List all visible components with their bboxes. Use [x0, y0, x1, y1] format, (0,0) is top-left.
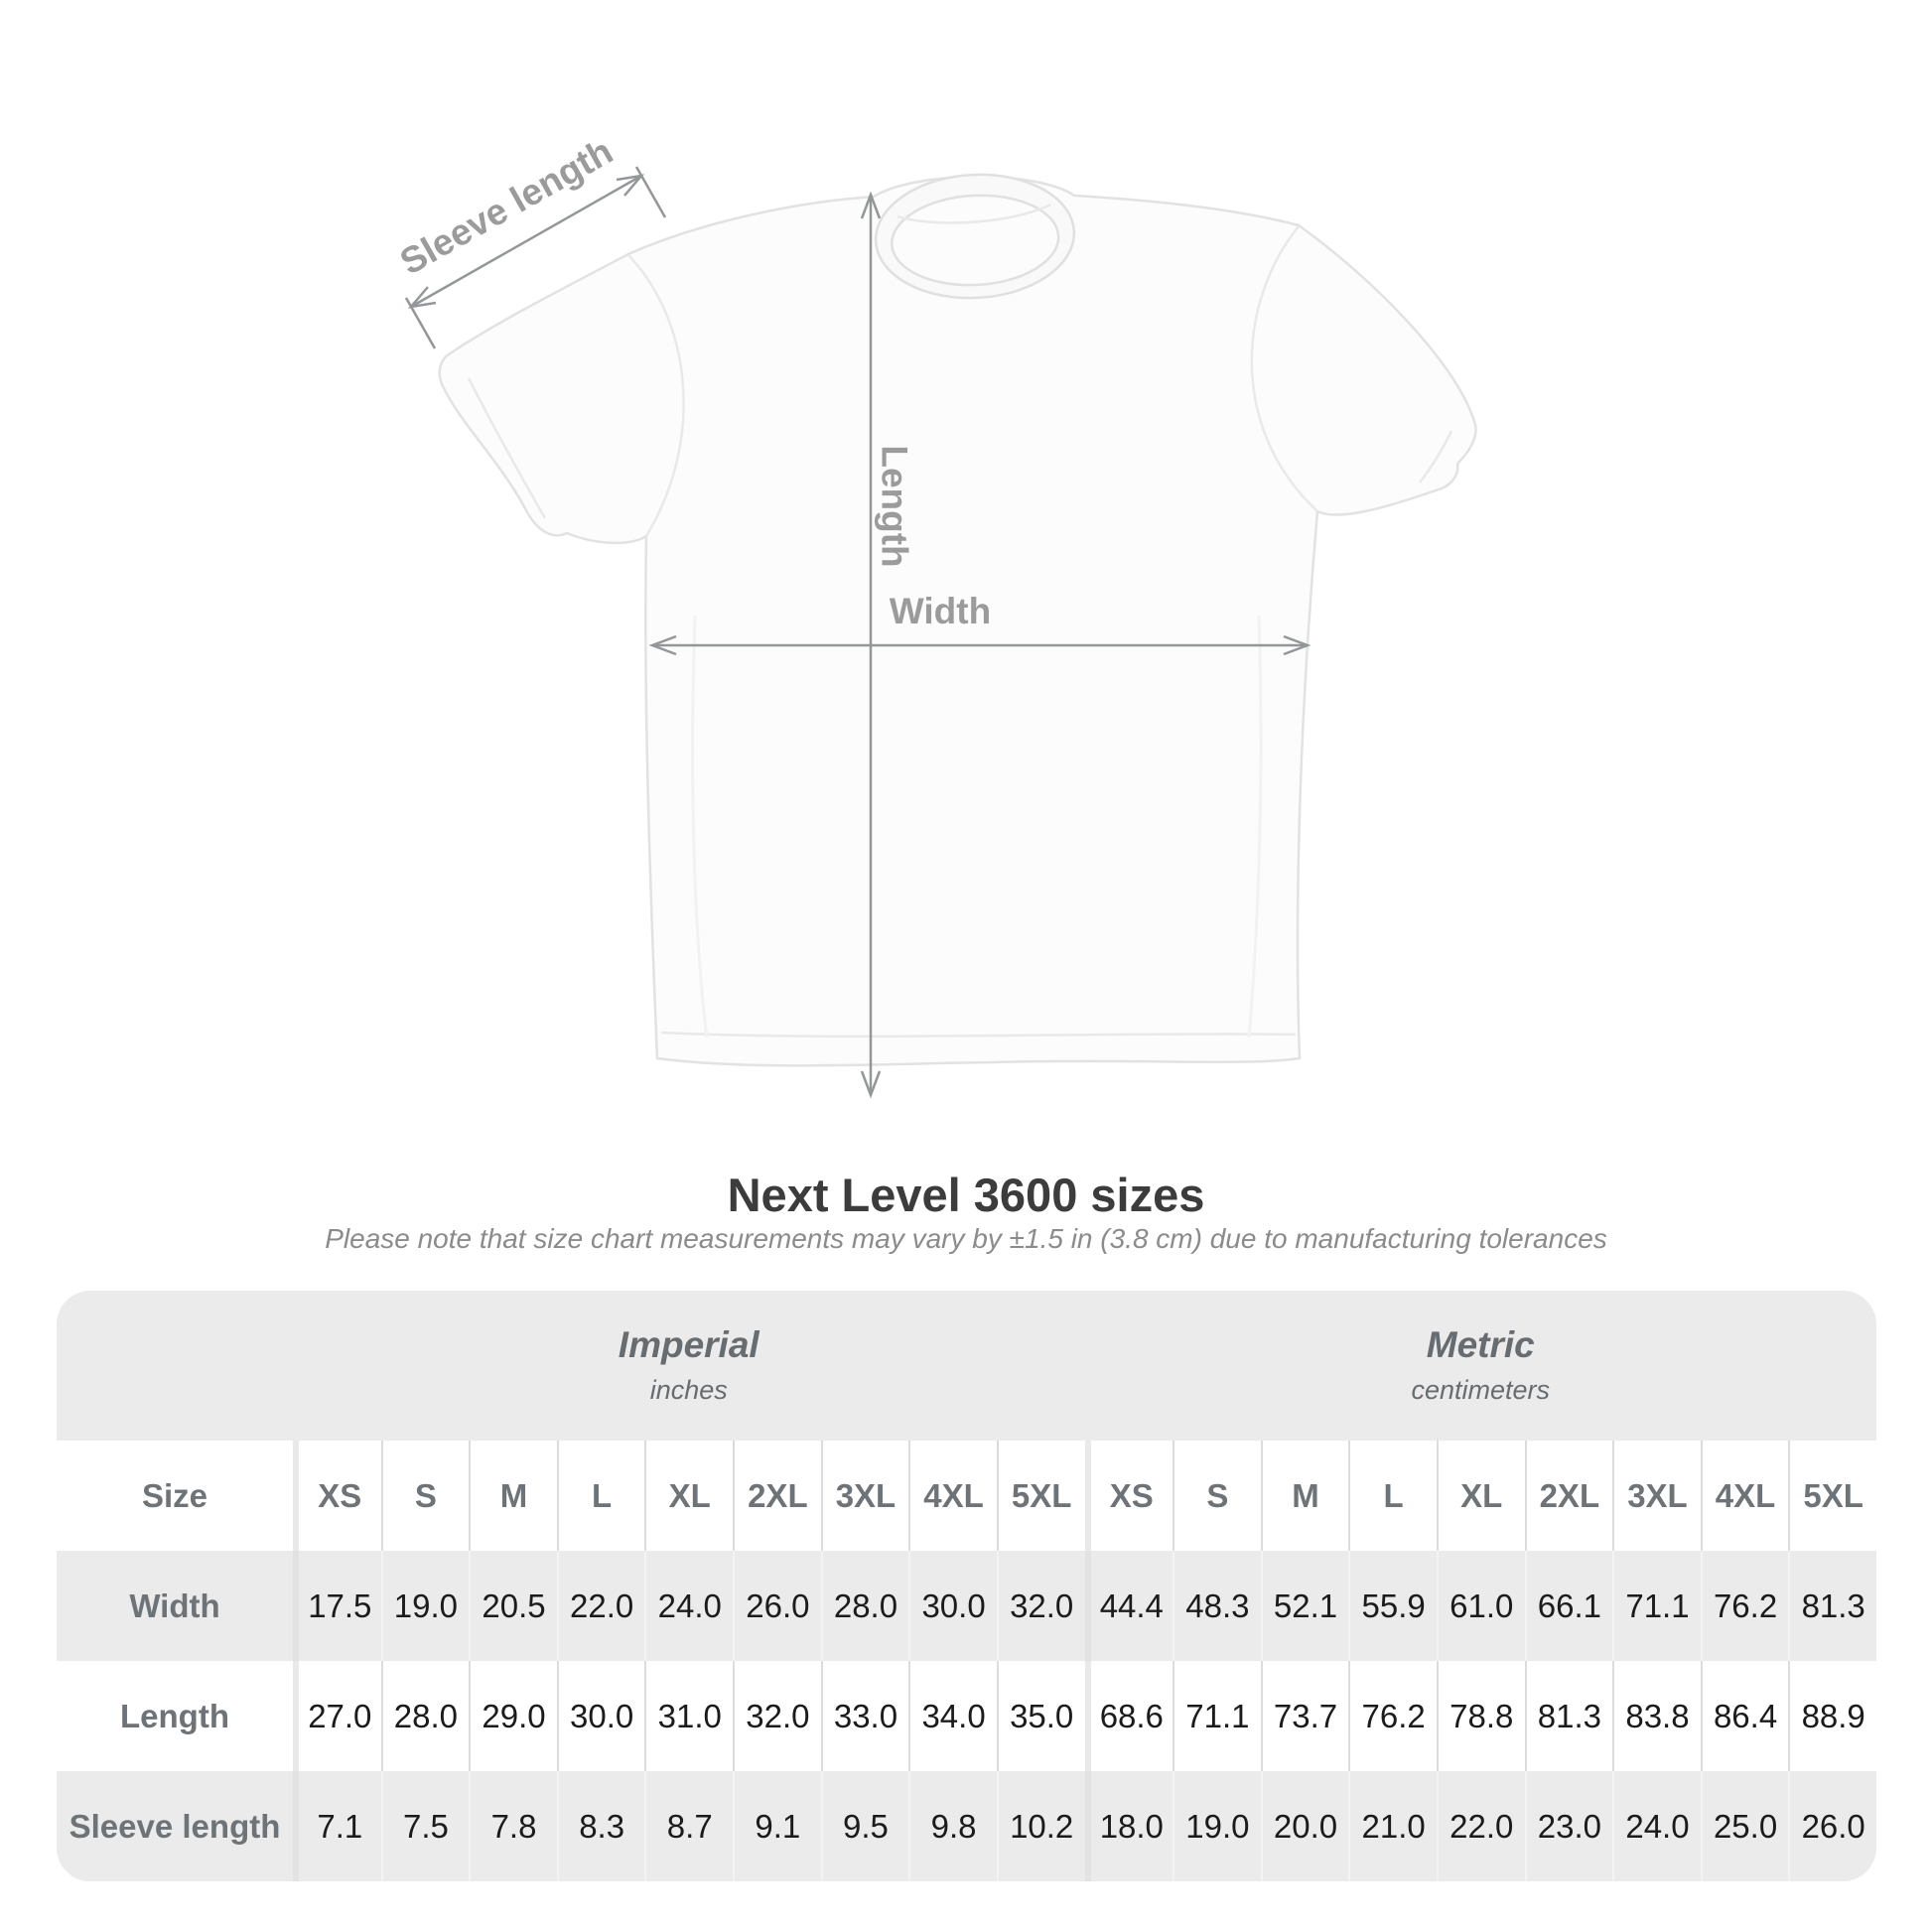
metric-size-header: XS	[1085, 1441, 1173, 1551]
metric-value-cell: 21.0	[1348, 1771, 1437, 1881]
metric-value-cell: 55.9	[1348, 1551, 1437, 1661]
imperial-value-cell: 28.0	[821, 1551, 909, 1661]
metric-value-cell: 52.1	[1261, 1551, 1349, 1661]
imperial-size-header: 4XL	[908, 1441, 997, 1551]
measurement-row-label: Length	[57, 1661, 293, 1771]
imperial-size-header: XS	[293, 1441, 381, 1551]
imperial-value-cell: 20.5	[469, 1551, 557, 1661]
imperial-value-cell: 26.0	[733, 1551, 821, 1661]
imperial-group-title: Imperial	[618, 1324, 759, 1366]
metric-value-cell: 78.8	[1437, 1661, 1525, 1771]
imperial-value-cell: 19.0	[381, 1551, 470, 1661]
imperial-group-header	[293, 1291, 1085, 1441]
metric-size-header: S	[1173, 1441, 1261, 1551]
metric-value-cell: 18.0	[1085, 1771, 1173, 1881]
imperial-value-cell: 9.1	[733, 1771, 821, 1881]
imperial-size-header: 5XL	[997, 1441, 1085, 1551]
metric-group-title: Metric	[1426, 1324, 1535, 1366]
imperial-value-cell: 7.8	[469, 1771, 557, 1881]
metric-value-cell: 73.7	[1261, 1661, 1349, 1771]
metric-value-cell: 25.0	[1701, 1771, 1789, 1881]
metric-size-header: XL	[1437, 1441, 1525, 1551]
measurement-row-label: Width	[57, 1551, 293, 1661]
imperial-size-header: M	[469, 1441, 557, 1551]
imperial-value-cell: 31.0	[644, 1661, 733, 1771]
group-header-spacer	[57, 1291, 293, 1441]
imperial-value-cell: 28.0	[381, 1661, 470, 1771]
metric-group-unit: centimeters	[1411, 1374, 1551, 1405]
metric-value-cell: 48.3	[1173, 1551, 1261, 1661]
imperial-value-cell: 32.0	[997, 1551, 1085, 1661]
imperial-value-cell: 8.7	[644, 1771, 733, 1881]
imperial-value-cell: 22.0	[557, 1551, 645, 1661]
metric-value-cell: 26.0	[1788, 1771, 1876, 1881]
page-title: Next Level 3600 sizes	[727, 1169, 1205, 1221]
metric-value-cell: 24.0	[1612, 1771, 1701, 1881]
imperial-size-header: L	[557, 1441, 645, 1551]
imperial-value-cell: 32.0	[733, 1661, 821, 1771]
metric-value-cell: 71.1	[1612, 1551, 1701, 1661]
metric-value-cell: 76.2	[1701, 1551, 1789, 1661]
metric-group-header	[1085, 1291, 1877, 1441]
metric-value-cell: 76.2	[1348, 1661, 1437, 1771]
metric-value-cell: 20.0	[1261, 1771, 1349, 1881]
unit-group-header	[57, 1291, 1876, 1441]
metric-size-header: 2XL	[1525, 1441, 1613, 1551]
imperial-group-unit: inches	[649, 1374, 728, 1405]
imperial-value-cell: 9.5	[821, 1771, 909, 1881]
imperial-value-cell: 24.0	[644, 1551, 733, 1661]
imperial-value-cell: 34.0	[908, 1661, 997, 1771]
metric-value-cell: 68.6	[1085, 1661, 1173, 1771]
metric-size-header: 4XL	[1701, 1441, 1789, 1551]
imperial-value-cell: 30.0	[908, 1551, 997, 1661]
corner-size-header: Size	[57, 1441, 293, 1551]
metric-value-cell: 44.4	[1085, 1551, 1173, 1661]
metric-size-header: 5XL	[1788, 1441, 1876, 1551]
metric-value-cell: 61.0	[1437, 1551, 1525, 1661]
imperial-value-cell: 8.3	[557, 1771, 645, 1881]
metric-value-cell: 22.0	[1437, 1771, 1525, 1881]
imperial-value-cell: 9.8	[908, 1771, 997, 1881]
size-table	[57, 1291, 1876, 1881]
metric-size-header: M	[1261, 1441, 1349, 1551]
imperial-value-cell: 27.0	[293, 1661, 381, 1771]
imperial-value-cell: 35.0	[997, 1661, 1085, 1771]
metric-value-cell: 71.1	[1173, 1661, 1261, 1771]
imperial-value-cell: 10.2	[997, 1771, 1085, 1881]
imperial-value-cell: 7.5	[381, 1771, 470, 1881]
imperial-size-header: 2XL	[733, 1441, 821, 1551]
metric-value-cell: 66.1	[1525, 1551, 1613, 1661]
measurement-row-label: Sleeve length	[57, 1771, 293, 1881]
imperial-size-header: 3XL	[821, 1441, 909, 1551]
metric-value-cell: 19.0	[1173, 1771, 1261, 1881]
metric-size-header: L	[1348, 1441, 1437, 1551]
metric-value-cell: 81.3	[1525, 1661, 1613, 1771]
size-grid	[57, 1441, 1876, 1881]
length-label: Length	[874, 445, 915, 568]
imperial-value-cell: 33.0	[821, 1661, 909, 1771]
page-subtitle: Please note that size chart measurements may vary by ±1.5 in (3.8 cm) due to manufacturing tolerances	[325, 1223, 1607, 1254]
metric-value-cell: 86.4	[1701, 1661, 1789, 1771]
metric-value-cell: 23.0	[1525, 1771, 1613, 1881]
metric-size-header: 3XL	[1612, 1441, 1701, 1551]
imperial-value-cell: 7.1	[293, 1771, 381, 1881]
imperial-value-cell: 30.0	[557, 1661, 645, 1771]
width-label: Width	[889, 591, 992, 631]
metric-value-cell: 81.3	[1788, 1551, 1876, 1661]
metric-value-cell: 83.8	[1612, 1661, 1701, 1771]
imperial-size-header: XL	[644, 1441, 733, 1551]
metric-value-cell: 88.9	[1788, 1661, 1876, 1771]
sleeve-length-label: Sleeve length	[393, 130, 620, 283]
imperial-value-cell: 17.5	[293, 1551, 381, 1661]
imperial-size-header: S	[381, 1441, 470, 1551]
imperial-value-cell: 29.0	[469, 1661, 557, 1771]
